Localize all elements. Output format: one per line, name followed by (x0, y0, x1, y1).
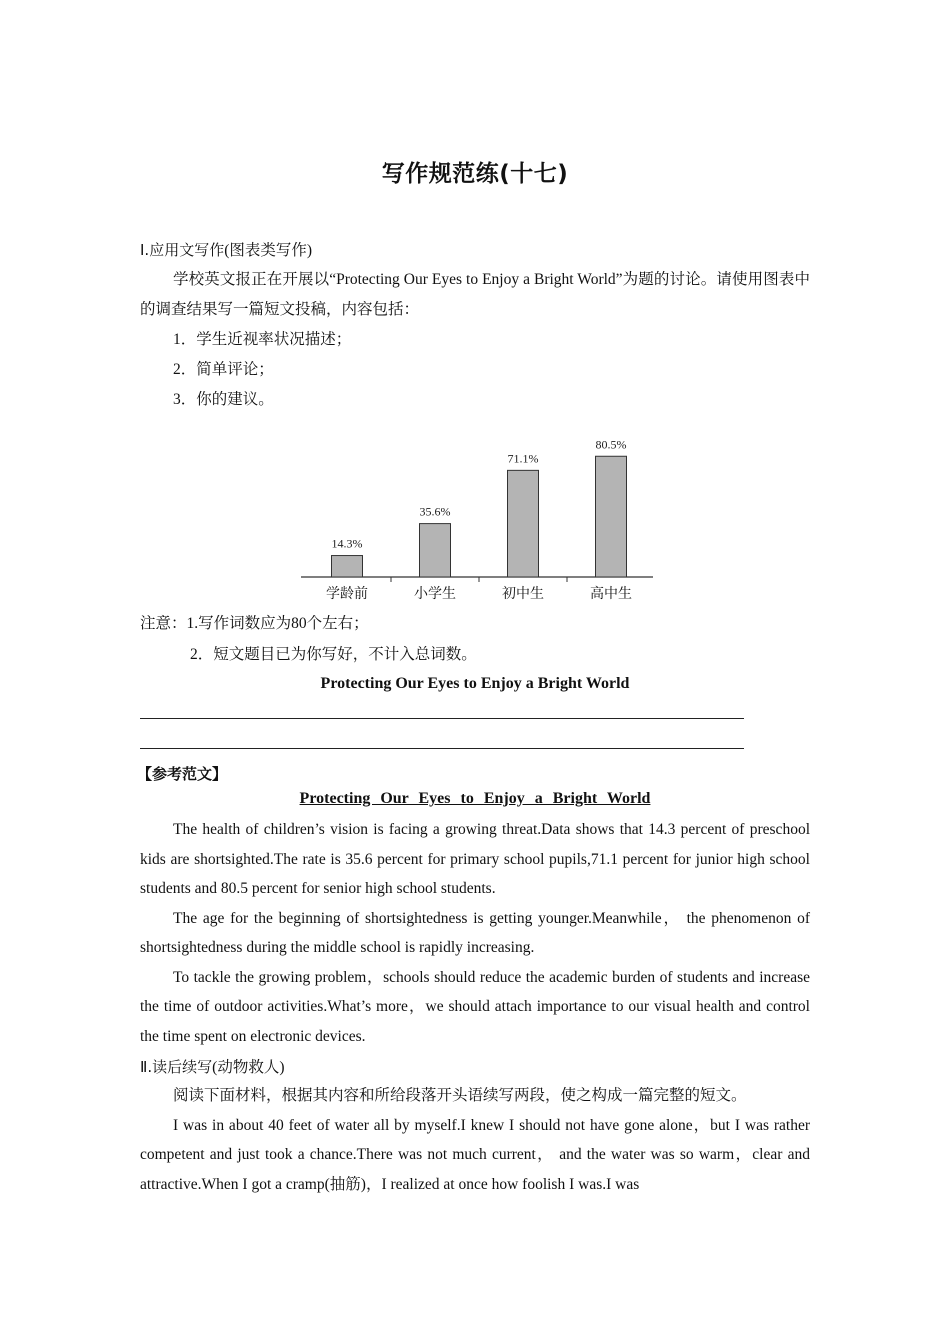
task-item-3: 3．你的建议。 (173, 391, 274, 408)
answer-line (140, 718, 744, 719)
bar-2 (420, 524, 451, 577)
section-2-sub: (动物救人) (212, 1059, 285, 1076)
section-1-sub: (图表类写作) (224, 242, 313, 259)
page-title: 写作规范练(十七) (381, 161, 569, 187)
category-label-2: 小学生 (414, 587, 456, 602)
section-2-label: Ⅱ.读后续写 (140, 1058, 213, 1076)
section-1-heading (140, 240, 312, 261)
reference-title: Protecting Our Eyes to Enjoy a Bright World (299, 790, 651, 807)
bar-3 (508, 470, 539, 577)
reference-essay (140, 815, 810, 1051)
task-item-2: 2．简单评论； (173, 361, 274, 378)
bar-1 (332, 556, 363, 577)
reference-paragraph-1: The health of children’s vision is facing a growing threat.Data shows that 14.3 percent of preschool kids are shortsighted.The rate is 35.6 percent for primary school pupils,71.1 percent for junior high school students and 80.5 percent for senior high school students. (140, 821, 810, 897)
reference-paragraph-2: The age for the beginning of shortsightedness is getting younger.Meanwhile， the phenomenon of shortsightedness during the middle school is rapidly increasing. (140, 909, 810, 956)
bar-4 (596, 456, 627, 577)
section-2-heading (140, 1057, 284, 1078)
note-2: 2．短文题目已为你写好，不计入总词数。 (190, 646, 477, 663)
section-1-label: Ⅰ.应用文写作 (140, 241, 225, 259)
category-label-4: 高中生 (590, 587, 632, 602)
bar-value-label-2: 35.6% (419, 504, 451, 519)
bar-value-label-4: 80.5% (595, 437, 627, 452)
section-2-intro: 阅读下面材料，根据其内容和所给段落开头语续写两段，使之构成一篇完整的短文。 (173, 1087, 747, 1104)
myopia-bar-chart (295, 415, 660, 610)
essay-title: Protecting Our Eyes to Enjoy a Bright World (320, 675, 630, 692)
prompt-text: 学校英文报正在开展以“Protecting Our Eyes to Enjoy a Bright World”为题的讨论。请使用图表中的调查结果写一篇短文投稿，内容包括： (140, 271, 810, 318)
note-1: 注意：1.写作词数应为80个左右； (140, 615, 369, 632)
category-label-3: 初中生 (502, 587, 544, 602)
reference-paragraph-3: To tackle the growing problem，schools should reduce the academic burden of students and increase the time of outdoor activities.What’s more，we should attach importance to our visual health and control the time spent on electronic devices. (140, 968, 810, 1045)
bar-value-label-3: 71.1% (507, 451, 539, 466)
section-1-prompt (140, 265, 810, 324)
answer-line (140, 748, 744, 749)
reference-label: 【参考范文】 (137, 765, 228, 783)
category-label-1: 学龄前 (326, 587, 368, 602)
section-2-body (140, 1081, 810, 1199)
bar-value-label-1: 14.3% (331, 536, 363, 551)
task-item-1: 1．学生近视率状况描述； (173, 331, 352, 348)
story-text: I was in about 40 feet of water all by myself.I knew I should not have gone alone，but I was rather competent and just took a chance.There was not much current， and the water was so warm，clear and attractive.When I got a cramp(抽筋)，I realized at once how foolish I was.I was (140, 1116, 810, 1193)
